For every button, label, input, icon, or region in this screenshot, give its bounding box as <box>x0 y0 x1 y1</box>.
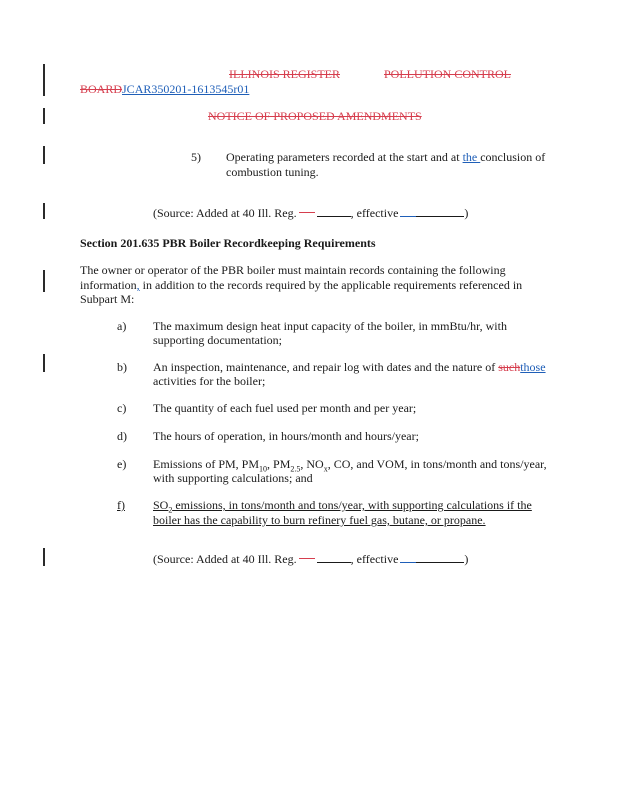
pm10-subscript: 10 <box>259 464 268 474</box>
item-e-text-b: , PM <box>267 457 291 471</box>
item-f-text: emissions, in tons/month and tons/year, with supporting calculations if the <box>172 498 532 512</box>
change-bar <box>43 354 45 372</box>
board-title: POLLUTION CONTROL <box>384 67 511 81</box>
change-bar <box>43 108 45 124</box>
item-5-number: 5) <box>191 150 201 164</box>
item-e-line2: with supporting calculations; and <box>153 471 313 485</box>
item-5-text-b: conclusion of <box>480 150 546 164</box>
item-f-line2: boiler has the capability to burn refinery fuel gas, butane, or propane. <box>153 513 486 527</box>
notice-title <box>208 109 422 124</box>
item-e-number: e) <box>117 457 127 471</box>
header-board <box>384 67 511 82</box>
intro-inserted-comma: , <box>136 278 140 292</box>
change-bar <box>43 270 45 292</box>
item-5-line2: combustion tuning. <box>226 165 319 179</box>
item-c-number: c) <box>117 401 127 415</box>
item-d-line1: The hours of operation, in hours/month and hours/year; <box>153 429 419 443</box>
item-a-line1: The maximum design heat input capacity of the boiler, in mmBtu/hr, with <box>153 319 507 333</box>
intro-line3: Subpart M: <box>80 292 135 306</box>
item-5-text-a: Operating parameters recorded at the start and at <box>226 150 463 164</box>
item-b-number: b) <box>117 360 127 374</box>
item-c-line1: The quantity of each fuel used per month and per year; <box>153 401 417 415</box>
item-a-line2: supporting documentation; <box>153 333 282 347</box>
pm25-subscript: 2.5 <box>290 464 301 474</box>
header-line2 <box>80 82 249 97</box>
item-b-deleted: such <box>498 360 521 374</box>
source-note-2 <box>153 552 468 567</box>
change-bar <box>43 64 45 96</box>
reg-blank <box>317 562 351 563</box>
item-a-number: a) <box>117 319 127 333</box>
so2-subscript: 2 <box>168 505 173 515</box>
item-5-line1 <box>226 150 545 165</box>
reg-blank <box>317 216 351 217</box>
source-2-suffix: ) <box>464 552 469 566</box>
change-bar <box>43 548 45 566</box>
item-b-text: An inspection, maintenance, and repair log with dates and the nature of <box>153 360 499 374</box>
source-1-prefix: (Source: Added at 40 Ill. Reg. <box>153 206 297 220</box>
nox-subscript: x <box>323 464 328 474</box>
intro-information: information <box>80 278 137 292</box>
item-b-inserted: those <box>520 360 546 374</box>
source-1-middle: , effective <box>350 206 399 220</box>
inserted-blank-marker <box>400 562 416 563</box>
intro-line2 <box>80 278 522 293</box>
deleted-blank-marker <box>299 558 315 559</box>
intro-line2-rest: in addition to the records required by the applicable requirements referenced in <box>139 278 523 292</box>
change-bar <box>43 146 45 164</box>
change-bar <box>43 203 45 219</box>
source-2-middle: , effective <box>350 552 399 566</box>
item-b-line2: activities for the boiler; <box>153 374 266 388</box>
item-e-text-d: , CO, and VOM, in tons/month and tons/year, <box>327 457 547 471</box>
doc-id: JCAR350201-1613545r01 <box>122 82 250 96</box>
source-note-1 <box>153 206 468 221</box>
source-2-prefix: (Source: Added at 40 Ill. Reg. <box>153 552 297 566</box>
inserted-blank-marker <box>400 216 416 217</box>
notice-text: NOTICE OF PROPOSED AMENDMENTS <box>208 109 422 123</box>
item-d-number: d) <box>117 429 127 443</box>
deleted-blank-marker <box>299 212 315 213</box>
effective-blank <box>416 216 464 217</box>
source-1-suffix: ) <box>464 206 469 220</box>
item-b-line1 <box>153 360 546 375</box>
register-title: ILLINOIS REGISTER <box>229 67 340 81</box>
intro-line1: The owner or operator of the PBR boiler must maintain records containing the following <box>80 263 506 277</box>
section-heading: Section 201.635 PBR Boiler Recordkeeping Requirements <box>80 236 376 250</box>
item-f-number: f) <box>117 498 125 512</box>
item-e-text-c: , NO <box>300 457 324 471</box>
header-line1 <box>229 67 340 82</box>
board-deleted: BOARD <box>80 82 123 96</box>
item-e-text-a: Emissions of PM, PM <box>153 457 260 471</box>
effective-blank <box>416 562 464 563</box>
item-5-inserted: the <box>462 150 481 164</box>
item-f-so: SO <box>153 498 169 512</box>
